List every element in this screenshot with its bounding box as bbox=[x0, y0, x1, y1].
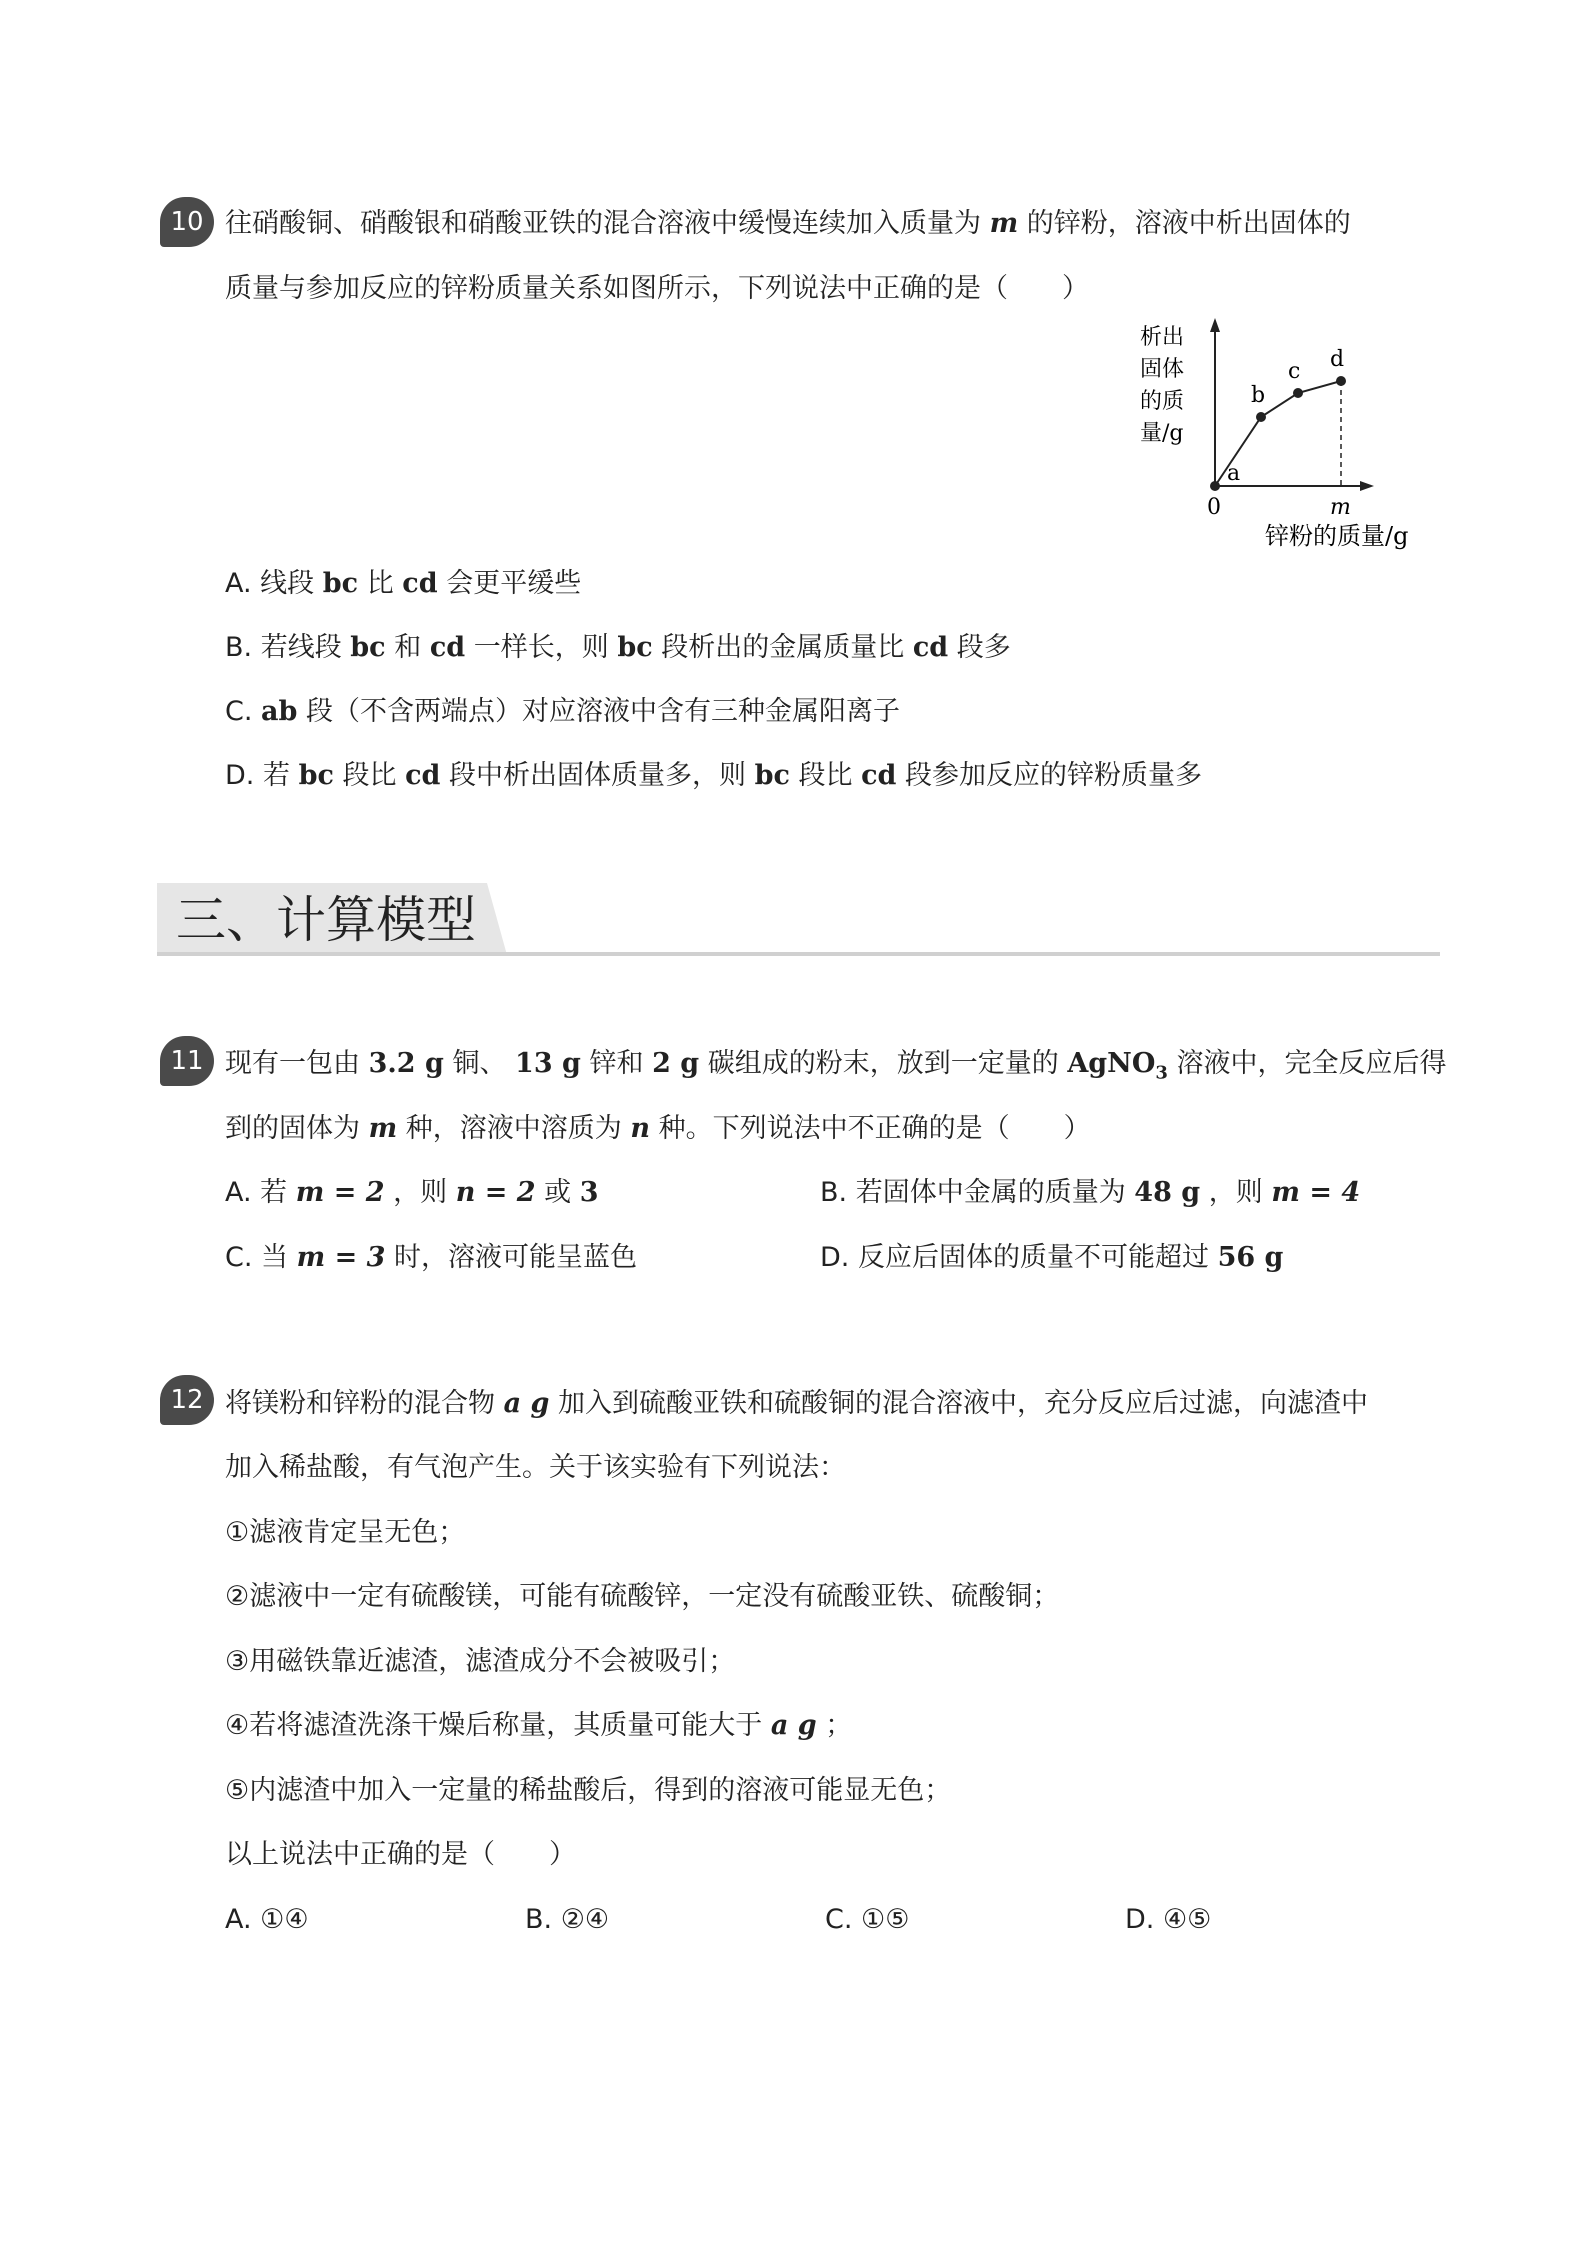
q12-text: ； bbox=[825, 1710, 853, 1741]
opt-text: D. 反应后固体的质量不可能超过 bbox=[820, 1242, 1209, 1273]
q11-var: n bbox=[630, 1113, 650, 1144]
q12-text: 将镁粉和锌粉的混合物 bbox=[225, 1388, 495, 1419]
q11-text: 到的固体为 bbox=[225, 1113, 360, 1144]
opt-term: cd bbox=[912, 632, 949, 663]
q11-text: 锌和 bbox=[589, 1048, 644, 1079]
q11-formula bbox=[1067, 1048, 1168, 1084]
q11-option-c[interactable] bbox=[225, 1240, 637, 1276]
opt-text: 比 bbox=[366, 568, 394, 599]
formula-subscript: 3 bbox=[1155, 1062, 1168, 1084]
formula-main: AgNO bbox=[1067, 1048, 1156, 1079]
q11-option-a[interactable] bbox=[225, 1175, 599, 1211]
q12-option-a[interactable]: A. ①④ bbox=[225, 1904, 309, 1935]
graph-origin-label: 0 bbox=[1207, 495, 1221, 520]
q10-stem-tail: 的锌粉，溶液中析出固体的 bbox=[1026, 208, 1351, 239]
q12-statement-2: ②滤液中一定有硫酸镁，可能有硫酸锌，一定没有硫酸亚铁、硫酸铜； bbox=[225, 1581, 1060, 1612]
opt-term: bc bbox=[298, 760, 334, 791]
opt-text: C. 当 bbox=[225, 1242, 289, 1273]
q10-stem-line1 bbox=[225, 206, 1351, 242]
q10-option-c[interactable] bbox=[225, 694, 900, 730]
opt-expr: n = 2 bbox=[455, 1177, 536, 1208]
q10-option-a[interactable] bbox=[225, 566, 581, 602]
graph-point-d bbox=[1336, 376, 1346, 386]
q10-option-b[interactable] bbox=[225, 630, 1011, 666]
opt-expr: 3 bbox=[579, 1177, 599, 1208]
question-number-badge: 12 bbox=[160, 1375, 214, 1425]
graph-y-label-4: 量/g bbox=[1140, 421, 1184, 446]
opt-term: bc bbox=[350, 632, 386, 663]
opt-term: cd bbox=[405, 760, 441, 791]
q10-stem-line2: 质量与参加反应的锌粉质量关系如图所示，下列说法中正确的是（ ） bbox=[225, 273, 1089, 304]
q11-option-b[interactable] bbox=[820, 1175, 1360, 1211]
graph-y-label-1: 析出 bbox=[1140, 325, 1185, 350]
graph-x-arrow bbox=[1360, 481, 1374, 491]
q12-statement-4 bbox=[225, 1708, 852, 1744]
q12-stem-line2: 加入稀盐酸，有气泡产生。关于该实验有下列说法： bbox=[225, 1452, 846, 1483]
graph-point-b bbox=[1256, 412, 1266, 422]
section-divider bbox=[157, 952, 1440, 956]
q11-text: 碳组成的粉末，放到一定量的 bbox=[707, 1048, 1059, 1079]
q12-option-c[interactable]: C. ①⑤ bbox=[825, 1904, 910, 1935]
graph-label-a: a bbox=[1227, 461, 1241, 486]
opt-term: bc bbox=[754, 760, 790, 791]
q12-ask: 以上说法中正确的是（ ） bbox=[225, 1839, 576, 1870]
opt-text: 段多 bbox=[956, 632, 1011, 663]
q10-var-m: m bbox=[989, 208, 1019, 239]
q12-option-b[interactable]: B. ②④ bbox=[525, 1904, 610, 1935]
q12-statement-1: ①滤液肯定呈无色； bbox=[225, 1517, 466, 1548]
q12-text: 加入到硫酸亚铁和硫酸铜的混合溶液中，充分反应后过滤，向滤渣中 bbox=[557, 1388, 1368, 1419]
q11-value: 3.2 g bbox=[368, 1048, 444, 1079]
q11-text: 种。下列说法中不正确的是（ ） bbox=[658, 1113, 1091, 1144]
opt-text: 段（不含两端点）对应溶液中含有三种金属阳离子 bbox=[306, 696, 900, 727]
q12-value: a g bbox=[770, 1710, 817, 1741]
graph-x-end-label: m bbox=[1330, 495, 1351, 520]
opt-expr: 48 g bbox=[1134, 1177, 1201, 1208]
opt-term: bc bbox=[617, 632, 653, 663]
opt-text: 段析出的金属质量比 bbox=[661, 632, 905, 663]
opt-text: D. 若 bbox=[225, 760, 290, 791]
graph-label-c: c bbox=[1288, 359, 1301, 384]
q12-statement-5: ⑤内滤渣中加入一定量的稀盐酸后，得到的溶液可能显无色； bbox=[225, 1775, 952, 1806]
q10-stem-text: 往硝酸铜、硝酸银和硝酸亚铁的混合溶液中缓慢连续加入质量为 bbox=[225, 208, 981, 239]
opt-text: 一样长，则 bbox=[473, 632, 609, 663]
opt-text: ，则 bbox=[1208, 1177, 1263, 1208]
opt-term: ab bbox=[261, 696, 298, 727]
q10-graph bbox=[1130, 310, 1450, 560]
opt-text: ，则 bbox=[393, 1177, 448, 1208]
question-number-badge: 11 bbox=[160, 1036, 214, 1086]
opt-text: A. 若 bbox=[225, 1177, 288, 1208]
graph-y-arrow bbox=[1210, 318, 1220, 332]
q11-text: 溶液中，完全反应后得 bbox=[1176, 1048, 1447, 1079]
graph-label-d: d bbox=[1330, 347, 1345, 372]
opt-expr: m = 4 bbox=[1271, 1177, 1361, 1208]
opt-text: 和 bbox=[394, 632, 422, 663]
q11-stem-line1 bbox=[225, 1046, 1447, 1091]
q11-option-d[interactable] bbox=[820, 1240, 1283, 1276]
q12-stem-line1 bbox=[225, 1386, 1368, 1422]
opt-text: 或 bbox=[544, 1177, 572, 1208]
opt-text: B. 若线段 bbox=[225, 632, 342, 663]
q11-text: 现有一包由 bbox=[225, 1048, 360, 1079]
opt-expr: 56 g bbox=[1217, 1242, 1284, 1273]
opt-text: 段参加反应的锌粉质量多 bbox=[905, 760, 1203, 791]
q11-var: m bbox=[368, 1113, 398, 1144]
opt-text: 时，溶液可能呈蓝色 bbox=[394, 1242, 637, 1273]
opt-text: 段中析出固体质量多，则 bbox=[449, 760, 746, 791]
opt-text: B. 若固体中金属的质量为 bbox=[820, 1177, 1126, 1208]
opt-text: C. bbox=[225, 696, 253, 727]
opt-text: 会更平缓些 bbox=[446, 568, 582, 599]
q12-option-d[interactable]: D. ④⑤ bbox=[1125, 1904, 1212, 1935]
q11-value: 2 g bbox=[652, 1048, 700, 1079]
graph-point-c bbox=[1293, 388, 1303, 398]
graph-point-origin bbox=[1210, 481, 1220, 491]
section-title: 三、计算模型 bbox=[176, 891, 476, 949]
graph-label-b: b bbox=[1251, 383, 1266, 408]
opt-term: cd bbox=[429, 632, 466, 663]
graph-y-label-2: 固体 bbox=[1140, 357, 1185, 382]
q12-text: ④若将滤渣洗涤干燥后称量，其质量可能大于 bbox=[225, 1710, 763, 1741]
opt-text: A. 线段 bbox=[225, 568, 315, 599]
question-number-badge: 10 bbox=[160, 197, 214, 247]
opt-term: bc bbox=[322, 568, 359, 599]
graph-y-label-3: 的质 bbox=[1140, 389, 1185, 414]
opt-term: cd bbox=[861, 760, 897, 791]
q11-text: 铜、 bbox=[452, 1048, 507, 1079]
opt-term: cd bbox=[402, 568, 438, 599]
q11-value: 13 g bbox=[515, 1048, 581, 1079]
opt-expr: m = 2 bbox=[295, 1177, 385, 1208]
q10-option-d[interactable] bbox=[225, 758, 1202, 794]
opt-text: 段比 bbox=[798, 760, 853, 791]
q12-statement-3: ③用磁铁靠近滤渣，滤渣成分不会被吸引； bbox=[225, 1646, 736, 1677]
q11-stem-line2 bbox=[225, 1111, 1091, 1147]
graph-x-label: 锌粉的质量/g bbox=[1265, 522, 1409, 550]
opt-expr: m = 3 bbox=[296, 1242, 386, 1273]
q12-value: a g bbox=[503, 1388, 550, 1419]
opt-text: 段比 bbox=[342, 760, 397, 791]
q11-text: 种，溶液中溶质为 bbox=[405, 1113, 622, 1144]
